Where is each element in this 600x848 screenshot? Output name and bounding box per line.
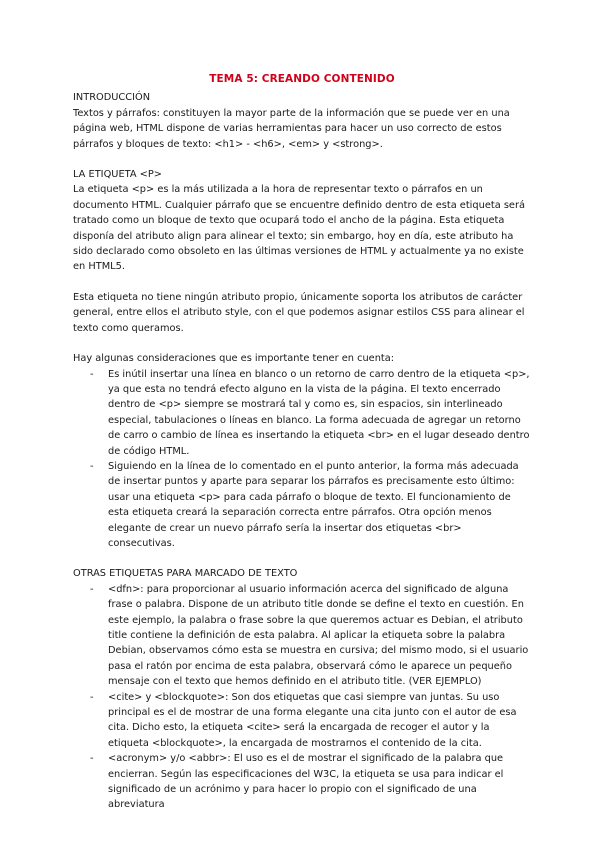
section-heading-intro: INTRODUCCIÓN [73,92,151,104]
considerations-intro: Hay algunas consideraciones que es importante tener en cuenta: [73,353,395,365]
considerations-list [73,367,531,552]
dash-bullet: - [90,691,94,703]
list-item-text: <cite> y <blockquote>: Son dos etiquetas que casi siempre van juntas. Su uso principal es el de mostrar de una forma elegante una cita junto con el autor de esa cita. Dicho esto, la etiqueta <cite> será la encargada de recoger el autor y la etiqueta <blockquote>, la encargada de mostrarnos el contenido de la cita. [108,691,517,749]
list-item [73,690,531,752]
list-item-text: <dfn>: para proporcionar al usuario información acerca del significado de alguna frase o palabra. Dispone de un atributo title donde se define el texto en cuestión. En este ejemplo, la palabra o frase sobre la que queremos actuar es Debian, el atributo title contiene la definición de esta palabra. Al aplicar la etiqueta sobre la palabra Debian, observamos cómo esta se muestra en cursiva; del mismo modo, si el usuario pasa el ratón por encima de esta palabra, observará cómo le aparece un pequeño mensaje con el texto que hemos definido en el atributo title. (VER EJEMPLO) [108,583,529,688]
list-item [73,751,531,813]
dash-bullet: - [90,368,94,380]
p-tag-paragraph-2: Esta etiqueta no tiene ningún atributo propio, únicamente soporta los atributos de carácter general, entre ellos el atributo style, con el que podemos asignar estilos CSS para alinear el texto como queramos. [73,291,525,334]
section-heading-other-tags: OTRAS ETIQUETAS PARA MARCADO DE TEXTO [73,568,298,580]
section-heading-p-tag: LA ETIQUETA <P> [73,169,162,181]
list-item-text: Siguiendo en la línea de lo comentado en el punto anterior, la forma más adecuada de insertar puntos y aparte para separar los párrafos es precisamente esto último: usar una etiqueta <p> para cada párrafo o bloque de texto. El funcionamiento de esta etiqueta creará la separación correcta entre párrafos. Otra opción menos elegante de crear un nuevo párrafo sería la insertar dos etiquetas <br> consecutivas. [108,460,519,549]
list-item [73,582,531,690]
list-item [73,367,531,459]
list-item [73,459,531,551]
dash-bullet: - [90,583,94,595]
other-tags-list [73,582,531,813]
dash-bullet: - [90,753,94,765]
intro-paragraph: Textos y párrafos: constituyen la mayor parte de la información que se puede ver en una página web, HTML dispone de varias herramientas para hacer un uso correcto de estos párrafos y bloques de texto: <h1> - <h6>, <em> y <strong>. [73,107,510,150]
document-title: TEMA 5: CREANDO CONTENIDO [209,73,395,85]
document-page [73,72,531,813]
p-tag-paragraph-1: La etiqueta <p> es la más utilizada a la hora de representar texto o párrafos en un documento HTML. Cualquier párrafo que se encuentre definido dentro de esta etiqueta será tratado como un bloque de texto que ocupará todo el ancho de la página. Esta etiqueta disponía del atributo align para alinear el texto; sin embargo, hoy en día, este atributo ha sido declarado como obsoleto en las últimas versiones de HTML y actualmente ya no existe en HTML5. [73,184,525,273]
list-item-text: Es inútil insertar una línea en blanco o un retorno de carro dentro de la etiqueta <p>, ya que esta no tendrá efecto alguno en la vista de la página. El texto encerrado dentro de <p> siempre se mostrará tal y como es, sin espacios, sin interlineado especial, tabulaciones o líneas en blanco. La forma adecuada de agregar un retorno de carro o cambio de línea es insertando la etiqueta <br> en el lugar deseado dentro de código HTML. [108,368,530,457]
list-item-text: <acronym> y/o <abbr>: El uso es el de mostrar el significado de la palabra que encierran. Según las especificaciones del W3C, la etiqueta se usa para indicar el significado de un acrónimo y para hacer lo propio con el significado de una abreviatura [108,753,504,811]
dash-bullet: - [90,460,94,472]
